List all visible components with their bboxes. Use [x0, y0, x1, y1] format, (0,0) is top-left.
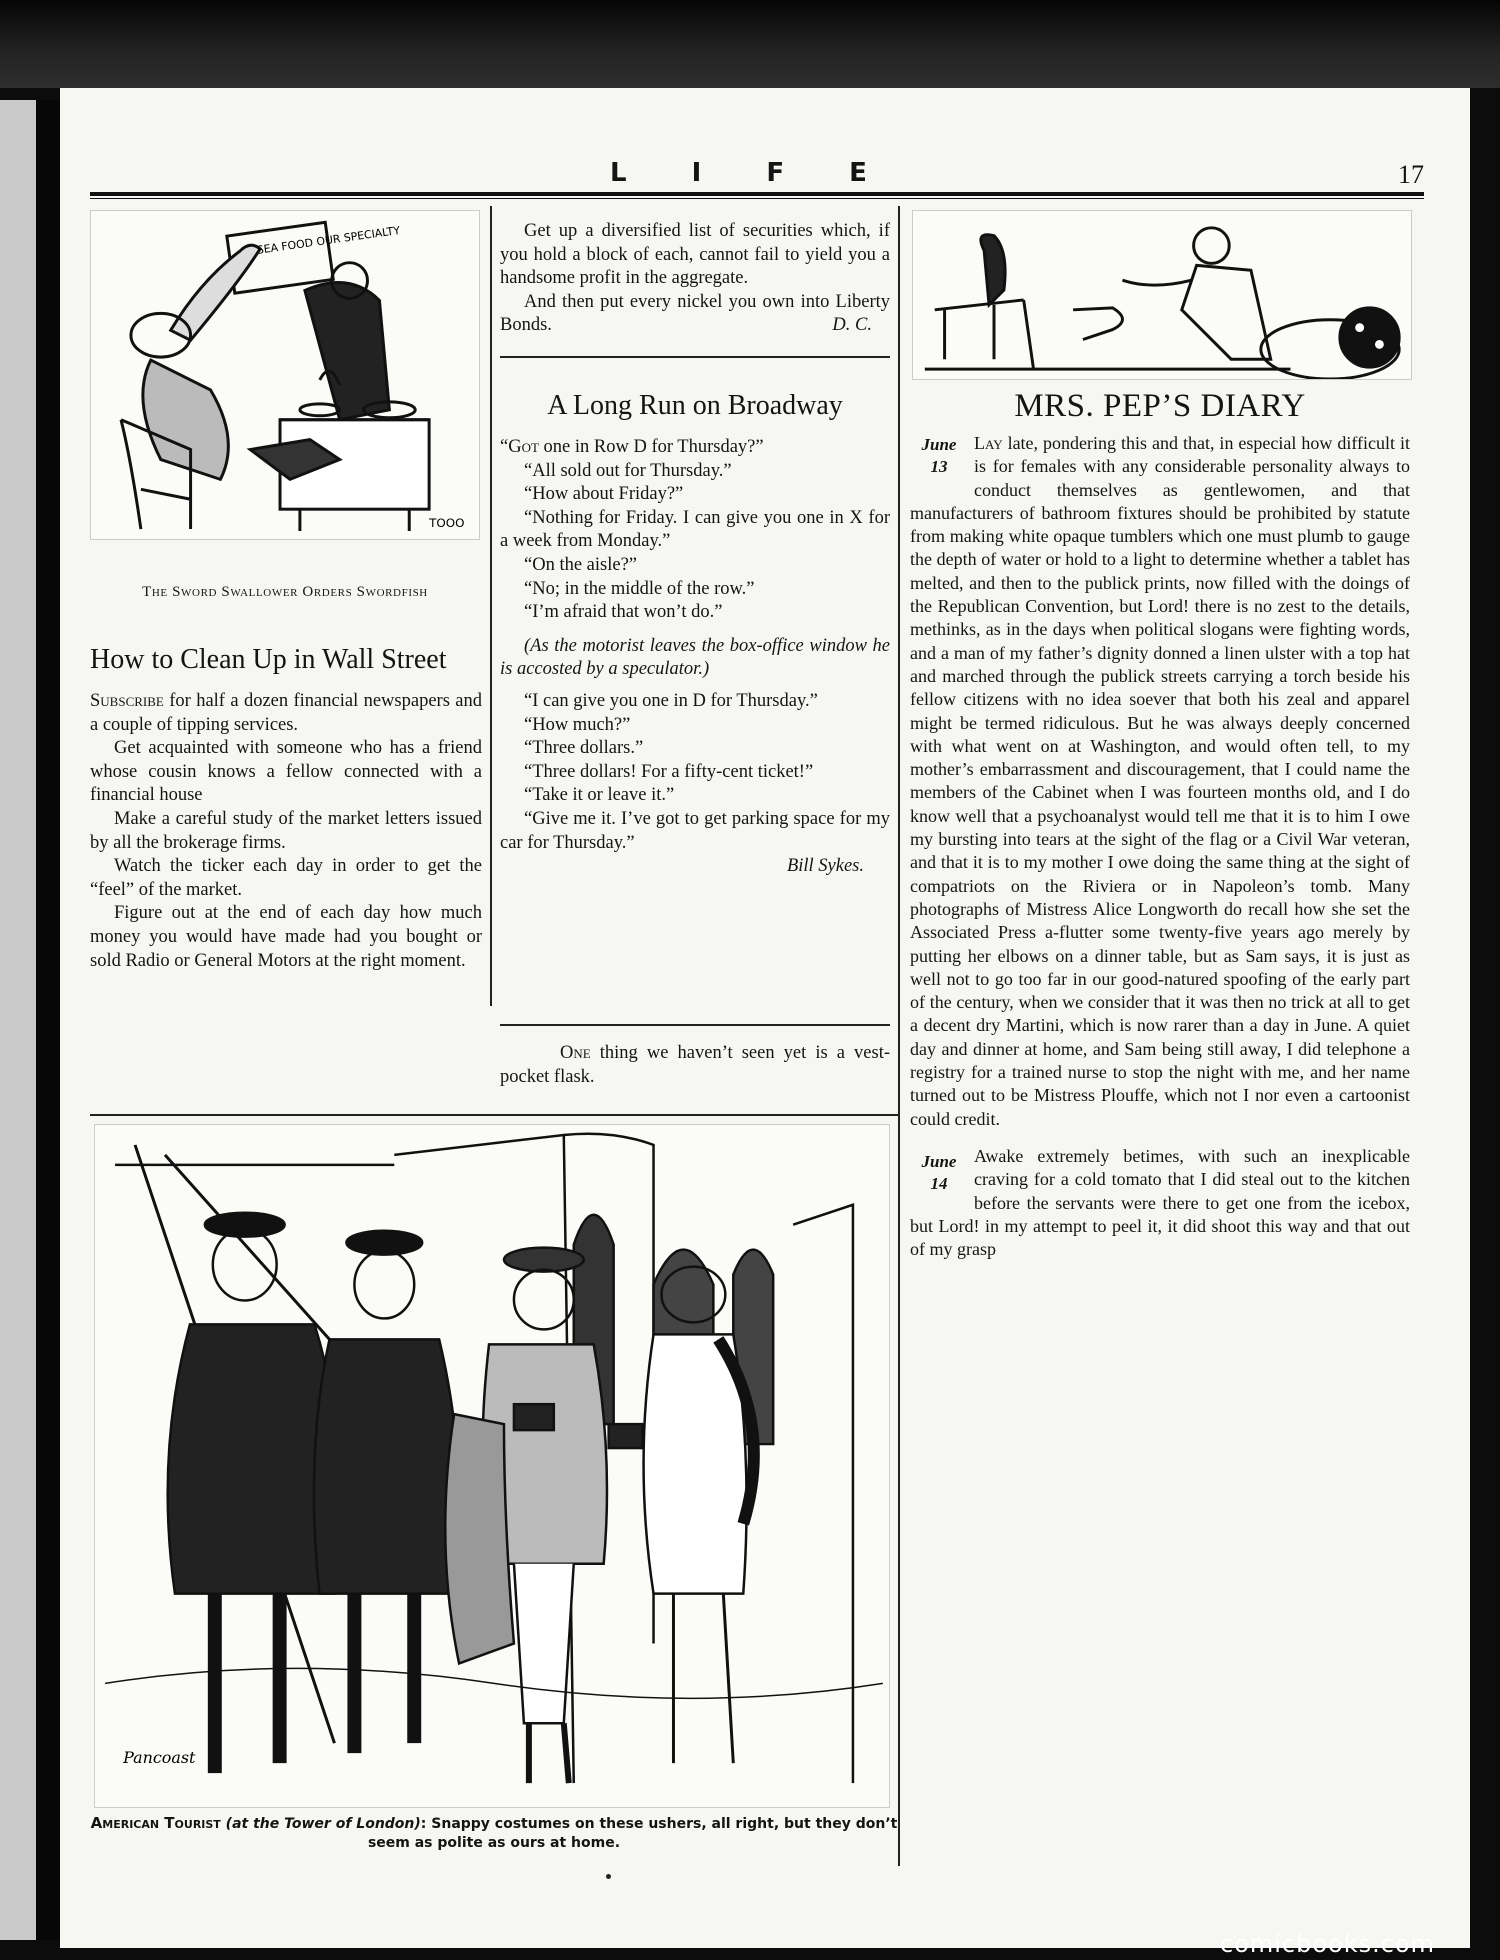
- scan-left-edge: [0, 100, 60, 1940]
- diary-entry-2-text: Awake extremely betimes, with such an inexplicable craving for a cold tomato that I did steal out to the kitchen before the servants were there to get one from the icebox, but Lord! in my attempt to peel it, it did shoot this way and that out of my grasp: [910, 1145, 1410, 1260]
- broadway-signature: Bill Sykes.: [786, 856, 864, 877]
- flask-paragraph: [500, 1042, 890, 1089]
- broadway-line: “I’m afraid that won’t do.”: [524, 602, 723, 623]
- page-number: 17: [1398, 160, 1424, 189]
- diary-date-day: 14: [930, 1173, 948, 1193]
- cartoon-bottom-caption: [90, 1814, 898, 1853]
- broadway-line: “Nothing for Friday. I can give you one in X for a week from Monday.”: [500, 507, 890, 552]
- diary-entry-1: [910, 432, 1410, 1131]
- wall-street-lead: Subscribe: [90, 691, 164, 711]
- broadway-first-line: one in Row D for Thursday?”: [538, 437, 764, 457]
- cartoon-bottom-caption-lead: American Tourist: [90, 1814, 221, 1832]
- diary-date-1: [910, 434, 968, 496]
- cartoon-sword-swallower: [90, 210, 480, 540]
- cartoon-top-signature: TOOO: [429, 516, 465, 531]
- broadway-lead: “Got: [500, 437, 539, 457]
- cartoon-bottom-signature: Pancoast: [123, 1748, 196, 1768]
- broadway-article: [500, 436, 890, 879]
- securities-text-2: And then put every nickel you own into Liberty Bonds.: [500, 291, 890, 336]
- column-rule-2: [898, 206, 900, 1866]
- cartoon-tower-of-london-drawing: [95, 1125, 889, 1807]
- broadway-line: “I can give you one in D for Thursday.”: [524, 690, 818, 711]
- securities-signature: D. C.: [832, 315, 872, 336]
- diary-entry-2: [910, 1145, 1410, 1261]
- broadway-stage-direction: (As the motorist leaves the box-office window he is accosted by a speculator.): [500, 635, 890, 680]
- wall-street-text-1: for half a dozen financial newspapers and a couple of tipping services.: [90, 691, 482, 735]
- securities-paragraph-1: Get up a diversified list of securities which, if you hold a block of each, cannot fail to yield you a handsome profit in the aggregate.: [500, 221, 890, 289]
- diary-title: MRS. PEP’S DIARY: [1014, 388, 1306, 424]
- diary-illustration-drawing: [913, 211, 1411, 379]
- diary-date-month: June: [921, 1151, 957, 1171]
- broadway-line: “Three dollars! For a fifty-cent ticket!”: [524, 761, 814, 782]
- flask-text: thing we haven’t seen yet is a vest-pocket flask.: [500, 1043, 890, 1087]
- broadway-line: “Take it or leave it.”: [524, 785, 675, 806]
- cartoon-tower-of-london: [94, 1124, 890, 1808]
- broadway-rule: [500, 1024, 890, 1026]
- wall-street-article: [90, 690, 482, 973]
- cartoon-top-caption-text: The Sword Swallower Orders Swordfish: [142, 584, 428, 600]
- column-rule-1: [490, 206, 492, 1006]
- diary-entry-1-lead: Lay: [974, 433, 1003, 453]
- diary-illustration: [912, 210, 1412, 380]
- securities-article: [500, 220, 890, 338]
- wall-street-paragraph-3: Make a careful study of the market letters issued by all the brokerage firms.: [90, 808, 482, 853]
- broadway-title: A Long Run on Broadway: [547, 390, 843, 421]
- broadway-line: “All sold out for Thursday.”: [524, 460, 732, 481]
- cartoon-top-caption: [90, 584, 480, 601]
- masthead-title: L I F E: [610, 158, 895, 188]
- wall-street-paragraph-4: Watch the ticker each day in order to get the “feel” of the market.: [90, 856, 482, 900]
- bottom-cartoon-rule: [90, 1114, 898, 1116]
- broadway-line: “How about Friday?”: [524, 484, 684, 505]
- cartoon-bottom-caption-setting: (at the Tower of London): [220, 1816, 421, 1832]
- broadway-line: “Give me it. I’ve got to get parking space for my car for Thursday.”: [500, 808, 890, 853]
- broadway-line: “Three dollars.”: [524, 738, 644, 759]
- wall-street-paragraph-1: [90, 690, 482, 737]
- scan-top-edge: [0, 0, 1500, 88]
- flask-article: [500, 1042, 890, 1089]
- flask-lead: One: [560, 1043, 591, 1063]
- broadway-line-1: [500, 436, 890, 460]
- broadway-line: “No; in the middle of the row.”: [524, 578, 755, 599]
- securities-paragraph-2: [500, 291, 890, 338]
- securities-rule: [500, 356, 890, 358]
- diary-date-2: [910, 1151, 968, 1213]
- cartoon-bottom-caption-text: : Snappy costumes on these ushers, all right, but they don’t seem as polite as ours at home.: [367, 1816, 898, 1851]
- diary-date-day: 13: [930, 457, 948, 476]
- broadway-line: “How much?”: [524, 714, 631, 735]
- wall-street-paragraph-5: Figure out at the end of each day how much money you would have made had you bought or sold Radio or General Motors at the right moment.: [90, 903, 482, 971]
- broadway-line: “On the aisle?”: [524, 554, 637, 575]
- diary-date-month: June: [921, 435, 957, 454]
- page-dot: [606, 1874, 611, 1879]
- magazine-page: [60, 88, 1470, 1948]
- watermark: comicbooks.com: [1220, 1930, 1436, 1958]
- wall-street-paragraph-2: Get acquainted with someone who has a friend whose cousin knows a fellow connected with a financial house: [90, 738, 482, 806]
- diary-entry-1-text: late, pondering this and that, in especial how difficult it is for females with any considerable personality always to conduct themselves as gentlewomen, and that manufacturers of bathroom fixtures should be prohibited by statute from making white opaque tumblers which one must plumb to gauge the depth of water or hold to a light to determine whether a tablet has melted, and then to the publick prints, now filled with the doings of the Republican Convention, but Lord! there is no zest to the details, methinks, as in the days when political slogans were fighting words, and a man of my father’s dignity donned a linen ulster with a top hat and marched through the publick streets carrying a torch beside his fellow citizens with no idea soever that both his zeal and apparel might be termed ridiculous. But he was always deeply concerned with what went on at Washington, and would often tell, to my mother’s embarrassment and discouragement, that I could name the members of the Cabinet when I was fourteen months old, and I do know well that a psychoanalyst would tell me that it is to him I owe my bursting into tears at the sight of the flag or a Civil War veteran, and that it is to my mother I owe doing the same thing at the sight of compatriots on the Riviera or in Napoleon’s tomb. Many photographs of Mistress Alice Longworth do recall how she set the Associated Press a-flutter some twenty-five years ago merely by putting her elbows on a dinner table, but as Sam says, it is just as well not to go too far in our good-natured spoofing of the early part of the century, when we consider that it was then no trick at all to get a decent dry Martini, which is now rarer than a day in June. A quiet day and dinner at home, and Sam being still away, I did telephone a registry for a trained nurse to stop the night with me, and her name turned out to be Mistress Plouffe, which not I nor even a cartoonist could credit.: [910, 433, 1410, 1129]
- masthead-rule-thin: [90, 198, 1424, 199]
- masthead-rule: [90, 192, 1424, 196]
- cartoon-sword-swallower-drawing: [91, 211, 479, 539]
- masthead: [90, 160, 1460, 194]
- diary-article: [910, 432, 1410, 1261]
- cartoon-sign-text: SEA FOOD OUR SPECIALTY: [256, 223, 401, 257]
- wall-street-title: How to Clean Up in Wall Street: [90, 644, 447, 675]
